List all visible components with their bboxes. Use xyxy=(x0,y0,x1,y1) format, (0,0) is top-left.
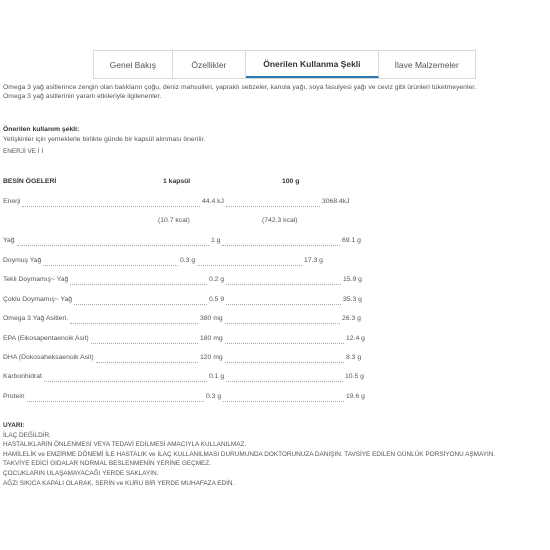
nutrient-value-capsule: 1 g xyxy=(211,237,221,244)
nutrition-row xyxy=(0,373,550,385)
nutrition-row xyxy=(0,257,550,269)
nutrient-value-capsule: 0.2 g xyxy=(209,276,225,283)
warning-line: İLAÇ DEĞİLDİR. xyxy=(3,431,51,439)
nutrient-name: EPA (Eikosapentaenoik Asit) xyxy=(3,335,89,342)
nutrient-value-capsule: 0.3 g xyxy=(180,257,196,264)
kcal-capsule: (10.7 kcal) xyxy=(158,217,190,224)
nutrient-value-100g: 12.4 g xyxy=(346,335,365,342)
nutrient-value-100g: 3068.4kJ xyxy=(322,198,350,205)
warnings-title: UYARI: xyxy=(3,422,25,429)
energy-note: ENERJİ VE İ İ xyxy=(3,148,44,155)
nutrient-value-100g: 15.9 g xyxy=(343,276,362,283)
nutrient-value-capsule: 0.1 g xyxy=(209,373,225,380)
nutrition-header-name: BESİN ÖGELERİ xyxy=(3,178,57,185)
nutrient-value-100g: 35.3 g xyxy=(343,296,362,303)
nutrition-row xyxy=(0,198,550,210)
nutrient-value-100g: 26.3 g xyxy=(342,315,361,322)
nutrient-value-100g: 10.5 g xyxy=(345,373,364,380)
warning-line: AĞZI SIKICA KAPALI OLARAK, SERİN ve KURU BİR YERDE MUHAFAZA EDİN. xyxy=(3,479,235,487)
nutrition-row xyxy=(0,237,550,249)
warning-line: HASTALIKLARIN ÖNLENMESİ VEYA TEDAVİ EDİLMESİ AMACIYLA KULLANILMAZ. xyxy=(3,441,247,449)
nutrient-name: Enerji xyxy=(3,198,21,205)
product-tabs xyxy=(93,50,476,79)
nutrient-value-100g: 69.1 g xyxy=(342,237,361,244)
nutrient-name: Yağ xyxy=(3,237,15,244)
nutrient-value-capsule: 0.3 g xyxy=(206,393,222,400)
nutrient-name: Doymuş Yağ xyxy=(3,257,42,264)
warning-line: TAKVİYE EDİCİ GIDALAR NORMAL BESLENMENİN YERİNE GEÇMEZ. xyxy=(3,460,211,468)
tab-recommended-usage[interactable]: Önerilen Kullanma Şekli xyxy=(246,51,378,78)
usage-title: Önerilen kullanım şekli: xyxy=(3,126,80,133)
usage-text: Yetişkinler için yemeklerle birlikte günde bir kapsül alınması önerilir. xyxy=(3,136,206,143)
nutrition-row xyxy=(0,296,550,308)
nutrient-value-100g: 8.3 g xyxy=(346,354,362,361)
intro-line: Omega 3 yağ asitlerince zengin olan balıkların çoğu, deniz mahsulleri, yapraklı sebzeler, kanola yağı, soya fasulyesi yağı ve ceviz gibi ürünleri tüketmeyenler. xyxy=(3,84,477,91)
intro-line: Omega 3 yağ asitlerinin yararlı etkileriyle ilgilenenler. xyxy=(3,92,162,100)
nutrition-row xyxy=(0,335,550,347)
tab-overview[interactable]: Genel Bakış xyxy=(94,51,173,78)
nutrition-row xyxy=(0,354,550,366)
nutrient-value-100g: 17.3 g xyxy=(304,257,323,264)
nutrient-value-capsule: 180 mg xyxy=(200,335,223,342)
nutrition-row xyxy=(0,276,550,288)
nutrient-value-capsule: 120 mg xyxy=(200,354,223,361)
nutrient-name: Çoklu Doymamış~ Yağ xyxy=(3,296,73,303)
warning-line: ÇOCUKLARIN ULAŞAMAYACAĞI YERDE SAKLAYIN. xyxy=(3,469,159,477)
warnings xyxy=(3,421,495,488)
nutrient-name: Karbonhidrat xyxy=(3,373,42,380)
intro-text xyxy=(3,84,476,101)
nutrient-name: Tekli Doymamış~ Yağ xyxy=(3,276,69,283)
nutrient-name: DHA (Dokosaheksaenoik Asit) xyxy=(3,354,94,361)
nutrient-name: Omega 3 Yağ Asitleri. xyxy=(3,315,69,322)
kcal-100g: (742.3 kcal) xyxy=(262,217,298,224)
nutrient-value-100g: 19.6 g xyxy=(346,393,365,400)
nutrition-row xyxy=(0,393,550,405)
nutrient-value-capsule: 0.5 9 xyxy=(209,296,225,303)
nutrient-value-capsule: 44.4 kJ xyxy=(202,198,224,205)
nutrition-header-100g: 100 g xyxy=(282,178,300,185)
nutrient-value-capsule: 380 mg xyxy=(200,315,223,322)
tab-ingredients[interactable]: İlave Malzemeler xyxy=(394,59,459,70)
tab-features[interactable]: Özellikler xyxy=(173,51,247,78)
warning-line: HAMİLELİK ve EMZİRME DÖNEMİ İLE HASTALIK ve İLAÇ KULLANILMASI DURUMUNDA DOKTORUNUZA DANIŞIN. TAVSİYE EDİLEN GÜNLÜK PORSİYONU AŞMAYIN. xyxy=(3,450,496,458)
nutrition-header-capsule: 1 kapsül xyxy=(163,178,191,185)
nutrient-name: Protein xyxy=(3,393,25,400)
nutrition-row xyxy=(0,315,550,327)
